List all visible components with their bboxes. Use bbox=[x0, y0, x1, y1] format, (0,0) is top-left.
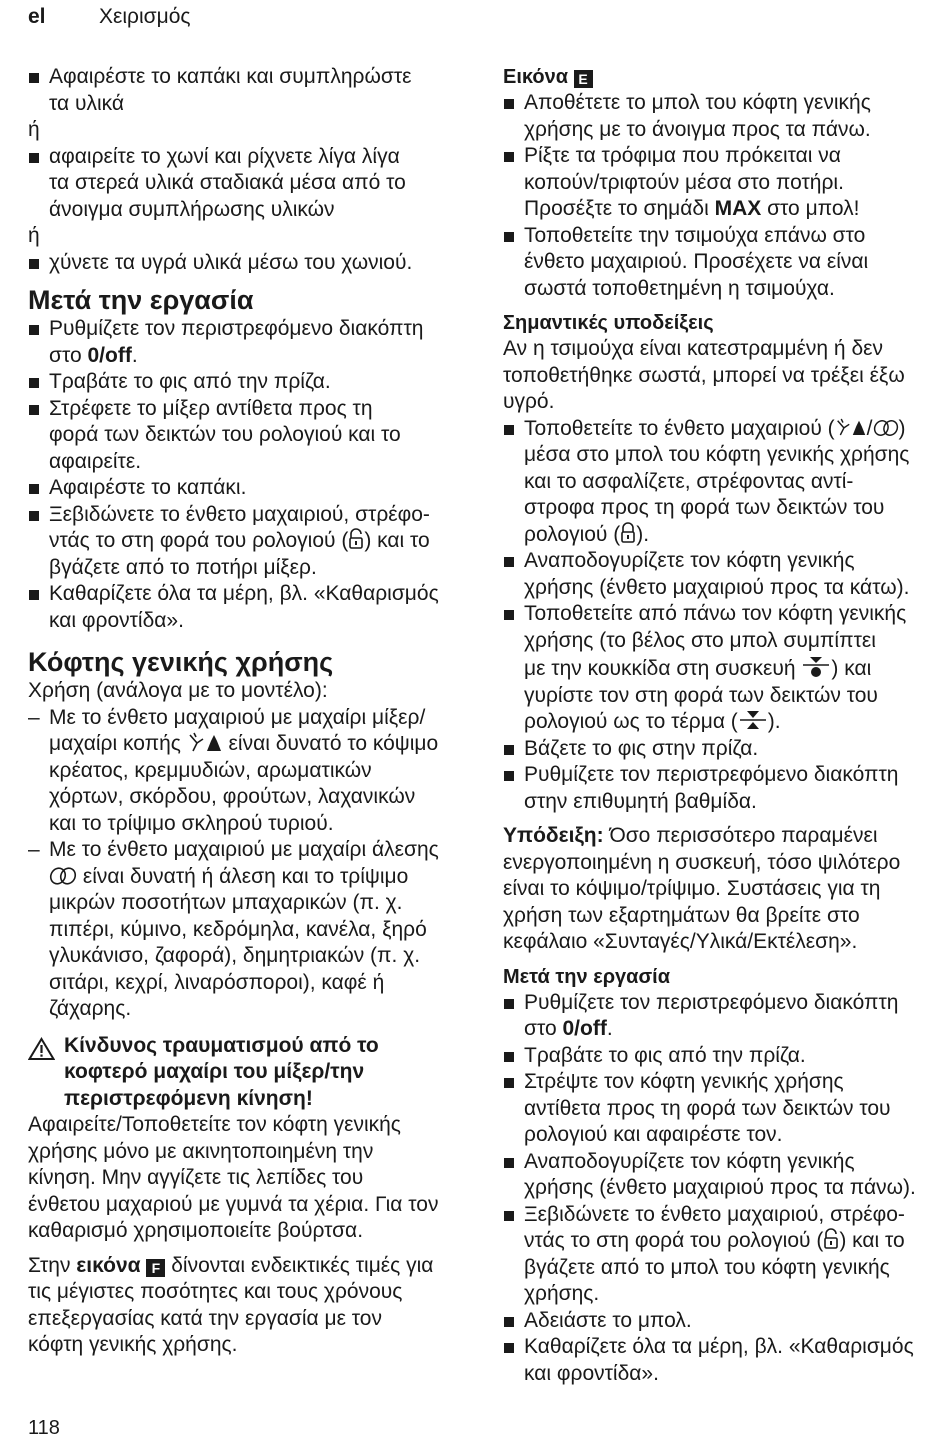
figure-reference bbox=[28, 1253, 478, 1359]
text-line: Τοποθετείτε από πάνω τον κόφτη γενικής bbox=[524, 602, 907, 625]
list-item bbox=[503, 1308, 950, 1335]
bullet bbox=[504, 1317, 514, 1327]
text-line: είναι το κόψιμο/τρίψιμο. Συστάσεις για τη bbox=[503, 877, 881, 900]
text-line: χόρτων, σκόρδου, φρούτων, λαχανικών bbox=[49, 785, 416, 808]
list-item bbox=[503, 990, 950, 1043]
figure-letter-badge: F bbox=[146, 1259, 165, 1277]
text-line: καθαρισμό χρησιμοποιείτε βούρτσα. bbox=[28, 1219, 364, 1242]
bullet bbox=[504, 1078, 514, 1088]
list-item bbox=[503, 601, 950, 736]
unlock-icon bbox=[823, 1228, 839, 1250]
text-line: υγρό. bbox=[503, 390, 555, 413]
bullet bbox=[504, 1211, 514, 1221]
grinding-blade-icon bbox=[873, 418, 899, 438]
text-line: χρήση των εξαρτημάτων θα βρείτε στο bbox=[503, 903, 860, 927]
text-line: Τραβάτε το φις από την πρίζα. bbox=[49, 370, 331, 393]
text-line: αντίθετα προς τη φορά των δεικτών του bbox=[524, 1096, 891, 1120]
text-line: Αδειάστε το μπολ. bbox=[524, 1308, 692, 1332]
dash: – bbox=[28, 838, 40, 861]
text-line: Αναποδογυρίζετε τον κόφτη γενικής bbox=[524, 1149, 855, 1173]
text-line: γλυκάνισο, ζαφορά), δημητριακών (π. χ. bbox=[49, 944, 421, 967]
text-line: και φροντίδα». bbox=[49, 608, 184, 632]
text-line: Βάζετε το φις στην πρίζα. bbox=[524, 736, 759, 760]
bullet bbox=[29, 484, 39, 494]
bullet bbox=[504, 232, 514, 242]
text-line: χρήσης (το βέλος στο μπολ συμπίπτει bbox=[524, 628, 876, 652]
section-title: Χειρισμός bbox=[99, 5, 191, 28]
text-line: χρήσης μόνο με ακινητοποιημένη την bbox=[28, 1139, 374, 1163]
dash-item bbox=[28, 705, 478, 838]
lock-icon bbox=[620, 522, 636, 544]
text-line: Ρυθμίζετε τον περιστρεφόμενο διακόπτη bbox=[49, 317, 424, 340]
text-line: μικρών ποσοτήτων μπαχαρικών (π. χ. bbox=[49, 891, 403, 914]
list-item bbox=[28, 144, 478, 224]
bullet bbox=[504, 1052, 514, 1062]
text: ) και το bbox=[364, 529, 430, 552]
bullet bbox=[504, 1158, 514, 1168]
mixer-chopping-blade-icon bbox=[835, 416, 867, 438]
bullet bbox=[504, 152, 514, 162]
text: ). bbox=[767, 710, 781, 733]
text-line: Αφαιρείτε/Τοποθετείτε τον κόφτη γενικής bbox=[28, 1113, 401, 1136]
text-line: βγάζετε από το ποτήρι μίξερ. bbox=[49, 555, 317, 579]
heading-after-work: Μετά την εργασία bbox=[503, 965, 671, 988]
text-line bbox=[49, 864, 478, 891]
bullet bbox=[504, 425, 514, 435]
text-line: Αφαιρέστε το καπάκι και συμπληρώστε bbox=[49, 65, 412, 88]
text-line bbox=[524, 1228, 950, 1255]
list-item bbox=[28, 396, 478, 476]
bullet bbox=[29, 73, 39, 83]
text-line: στροφα προς τη φορά των δεικτών του bbox=[524, 496, 885, 519]
text-line bbox=[524, 1016, 950, 1043]
page-number: 118 bbox=[28, 1417, 60, 1439]
text: Στην bbox=[28, 1253, 77, 1277]
text: ) bbox=[898, 416, 906, 440]
bullet bbox=[29, 405, 39, 415]
mixer-chopping-blade-icon bbox=[187, 731, 223, 753]
or-separator: ή bbox=[28, 224, 40, 247]
text-line: Αναποδογυρίζετε τον κόφτη γενικής bbox=[524, 549, 855, 572]
text-line: τα υλικά bbox=[49, 91, 125, 115]
text-line: τις μέγιστες ποσότητες και τους χρόνους bbox=[28, 1280, 403, 1303]
text-line: τα στερεά υλικά σταδιακά μέσα από το bbox=[49, 171, 406, 194]
bullet bbox=[504, 771, 514, 781]
grinding-blade-icon bbox=[49, 866, 77, 886]
text-line: Τοποθετείτε την τσιμούχα επάνω στο bbox=[524, 223, 866, 247]
list-item bbox=[503, 1043, 950, 1070]
text: ρολογιού ως το τέρμα ( bbox=[524, 710, 738, 733]
list-item bbox=[503, 1069, 950, 1149]
list-item bbox=[28, 581, 478, 634]
text-line: κρέατος, κρεμμυδιών, αρωματικών bbox=[49, 758, 372, 782]
list-item bbox=[28, 316, 478, 369]
text: στο μπολ! bbox=[761, 197, 860, 220]
text-line: και το ασφαλίζετε, στρέφοντας αντί- bbox=[524, 469, 854, 493]
text-line: χρήσης με το άνοιγμα προς τα πάνω. bbox=[524, 117, 871, 141]
text-line: Τραβάτε το φις από την πρίζα. bbox=[524, 1043, 806, 1067]
text: ντάς το στη φορά του ρολογιού ( bbox=[524, 1229, 824, 1252]
text-line: Στρέψτε τον κόφτη γενικής χρήσης bbox=[524, 1070, 844, 1093]
heading-after-work: Μετά την εργασία bbox=[28, 285, 254, 315]
spacer bbox=[28, 1245, 478, 1253]
text-line: ρολογιού και αφαιρέστε τον. bbox=[524, 1123, 783, 1146]
text-line: χρήσης (ένθετο μαχαιριού προς τα πάνω). bbox=[524, 1176, 916, 1199]
bullet bbox=[29, 511, 39, 521]
text-line: βγάζετε από το μπολ του κόφτη γενικής bbox=[524, 1255, 890, 1279]
text: ) και το bbox=[839, 1229, 905, 1252]
tip-label: Υπόδειξη: bbox=[503, 824, 604, 847]
text-line bbox=[503, 823, 950, 850]
text-line: κίνηση. Μην αγγίζετε τις λεπίδες του bbox=[28, 1166, 364, 1189]
text-line: Ξεβιδώνετε το ένθετο μαχαιριού, στρέφο- bbox=[49, 502, 430, 526]
warning-box bbox=[28, 1033, 478, 1113]
text-line bbox=[28, 1253, 478, 1280]
text-line bbox=[524, 654, 950, 683]
list-item bbox=[503, 548, 950, 601]
list-item bbox=[503, 143, 950, 223]
text-line bbox=[49, 731, 478, 758]
warning-line: περιστρεφόμενη κίνηση! bbox=[64, 1086, 313, 1110]
text-line: ένθετο μαχαιριού. Προσέχετε να είναι bbox=[524, 250, 869, 273]
text-line: Με το ένθετο μαχαιριού με μαχαίρι άλεσης bbox=[49, 838, 439, 861]
text: ). bbox=[636, 522, 650, 546]
text-line: αφαιρείτε. bbox=[49, 449, 142, 473]
bullet bbox=[29, 153, 39, 163]
warning-line: κοφτερό μαχαίρι του μίξερ/την bbox=[64, 1060, 365, 1083]
bullet bbox=[504, 745, 514, 755]
text: ντάς το στη φορά του ρολογιού ( bbox=[49, 529, 349, 552]
list-item bbox=[503, 223, 950, 303]
text-line: κόφτη γενικής χρήσης. bbox=[28, 1333, 238, 1356]
text-line: Ρυθμίζετε τον περιστρεφόμενο διακόπτη bbox=[524, 990, 899, 1014]
figure-letter-badge: E bbox=[574, 70, 593, 88]
or-separator: ή bbox=[28, 118, 40, 141]
text-line: τοποθετήθηκε σωστά, μπορεί να τρέξει έξω bbox=[503, 363, 905, 387]
dash-item bbox=[28, 837, 478, 1023]
text-line: σωστά τοποθετημένη η τσιμούχα. bbox=[524, 276, 835, 300]
text-line: Στρέφετε το μίξερ αντίθετα προς τη bbox=[49, 396, 373, 420]
list-item bbox=[503, 90, 950, 143]
text-line: Αποθέτετε το μπολ του κόφτη γενικής bbox=[524, 91, 871, 114]
text: μαχαίρι κοπής bbox=[49, 732, 187, 755]
text: με την κουκκίδα στη συσκευή bbox=[524, 657, 802, 680]
figure-label: Εικόνα bbox=[503, 66, 569, 88]
tip bbox=[503, 823, 950, 956]
dash: – bbox=[28, 705, 40, 729]
usage-intro: Χρήση (ανάλογα με το μοντέλο): bbox=[28, 679, 328, 702]
bullet bbox=[504, 99, 514, 109]
text-line: φορά των δεικτών του ρολογιού και το bbox=[49, 423, 401, 446]
text-line: και φροντίδα». bbox=[524, 1361, 659, 1385]
text: . bbox=[606, 1017, 613, 1040]
dot-marker-icon bbox=[801, 654, 831, 678]
text-line: μέσα στο μπολ του κόφτη γενικής χρήσης bbox=[524, 443, 910, 466]
bullet bbox=[29, 378, 39, 388]
text-line: Καθαρίζετε όλα τα μέρη, βλ. «Καθαρισμός bbox=[524, 1335, 914, 1358]
bullet bbox=[504, 999, 514, 1009]
bullet bbox=[29, 259, 39, 269]
text-line: κεφάλαιο «Συνταγές/Υλικά/Εκτέλεση». bbox=[503, 930, 858, 953]
warning-body bbox=[28, 1112, 478, 1245]
page-header bbox=[28, 4, 191, 32]
text: ρολογιού ( bbox=[524, 522, 621, 546]
max-mark: MAX bbox=[714, 197, 762, 220]
text: ) και bbox=[831, 657, 872, 680]
text-line: στην επιθυμητή βαθμίδα. bbox=[524, 789, 757, 813]
list-item bbox=[28, 475, 478, 502]
text: δίνονται ενδεικτικές τιμές για bbox=[165, 1253, 434, 1277]
list-item bbox=[28, 369, 478, 396]
bullet bbox=[504, 610, 514, 620]
text-line: άνοιγμα συμπλήρωσης υλικών bbox=[49, 197, 335, 221]
language-code: el bbox=[28, 5, 46, 28]
unlock-icon bbox=[348, 528, 364, 550]
text-line: σιτάρι, κεχρί, λιναρόσποροι), καφέ ή bbox=[49, 970, 385, 994]
text-line: και το τρίψιμο σκληρού τυριού. bbox=[49, 811, 334, 835]
right-column bbox=[503, 64, 950, 1387]
notes-heading: Σημαντικές υποδείξεις bbox=[503, 312, 714, 334]
switch-position: 0/off bbox=[87, 343, 132, 367]
text-line: γυρίστε τον στη φορά των δεικτών του bbox=[524, 683, 878, 707]
list-item bbox=[503, 1334, 950, 1387]
list-item bbox=[503, 1202, 950, 1308]
text-line: χρήσης (ένθετο μαχαιριού προς τα κάτω). bbox=[524, 575, 910, 599]
left-column bbox=[28, 64, 478, 1359]
text-line: ένθετου μαχαριού με γυμνά τα χέρια. Για τον bbox=[28, 1192, 439, 1216]
list-item bbox=[503, 1149, 950, 1202]
text-line: ζάχαρης. bbox=[49, 997, 132, 1020]
list-item bbox=[503, 736, 950, 763]
text-line: αφαιρείτε το χωνί και ρίχνετε λίγα λίγα bbox=[49, 144, 400, 168]
text-line: Ρίξτε τα τρόφιμα που πρόκειται να bbox=[524, 144, 841, 167]
switch-position: 0/off bbox=[562, 1017, 607, 1040]
text: / bbox=[866, 416, 873, 440]
text-line: πιπέρι, κύμινο, κεδρόμηλα, κανέλα, ξηρό bbox=[49, 917, 427, 941]
text-line bbox=[49, 343, 478, 370]
figure-heading bbox=[503, 64, 950, 90]
text-line: Ξεβιδώνετε το ένθετο μαχαιριού, στρέφο- bbox=[524, 1202, 905, 1226]
text-line bbox=[524, 416, 950, 443]
warning-line: Κίνδυνος τραυματισμού από το bbox=[64, 1033, 379, 1057]
end-stop-icon bbox=[738, 709, 768, 731]
text: στο bbox=[524, 1017, 563, 1040]
spacer bbox=[503, 815, 950, 823]
list-item bbox=[28, 250, 478, 277]
text-line: ενεργοποιημένη η συσκευή, τόσο ψιλότερο bbox=[503, 850, 901, 874]
text: . bbox=[131, 343, 138, 367]
text-line bbox=[49, 528, 478, 555]
warning-triangle-icon bbox=[28, 1037, 55, 1061]
text-line bbox=[524, 196, 950, 223]
text: Τοποθετείτε το ένθετο μαχαιριού ( bbox=[524, 416, 835, 440]
text: είναι δυνατή ή άλεση και το τρίψιμο bbox=[77, 864, 409, 888]
text-line: Καθαρίζετε όλα τα μέρη, βλ. «Καθαρισμός bbox=[49, 582, 439, 605]
text-line: Αν η τσιμούχα είναι κατεστραμμένη ή δεν bbox=[503, 337, 883, 360]
list-item bbox=[503, 416, 950, 549]
bullet bbox=[504, 1343, 514, 1353]
bullet bbox=[504, 557, 514, 567]
text: στο bbox=[49, 343, 88, 367]
text-line bbox=[524, 522, 950, 549]
text-line: Αφαιρέστε το καπάκι. bbox=[49, 476, 247, 499]
list-item bbox=[28, 502, 478, 582]
bullet bbox=[29, 590, 39, 600]
notes-text bbox=[503, 336, 950, 416]
list-item bbox=[28, 64, 478, 117]
bullet bbox=[29, 325, 39, 335]
list-item bbox=[503, 762, 950, 815]
heading-chopper: Κόφτης γενικής χρήσης bbox=[28, 647, 334, 677]
text-line bbox=[524, 709, 950, 736]
text: είναι δυνατό το κόψιμο bbox=[222, 732, 439, 755]
text-line: Ρυθμίζετε τον περιστρεφόμενο διακόπτη bbox=[524, 763, 899, 786]
figure-word: εικόνα bbox=[76, 1253, 141, 1277]
text-line: χύνετε τα υγρά υλικά μέσω του χωνιού. bbox=[49, 250, 413, 274]
text: Προσέξτε το σημάδι bbox=[524, 197, 715, 220]
text-line: Με το ένθετο μαχαιριού με μαχαίρι μίξερ/ bbox=[49, 705, 426, 729]
text-line: κοπούν/τριφτούν μέσα στο ποτήρι. bbox=[524, 170, 844, 194]
text-line: χρήσης. bbox=[524, 1282, 600, 1305]
text: Όσο περισσότερο παραμένει bbox=[603, 824, 878, 847]
text-line: επεξεργασίας κατά την εργασία με τον bbox=[28, 1306, 382, 1330]
